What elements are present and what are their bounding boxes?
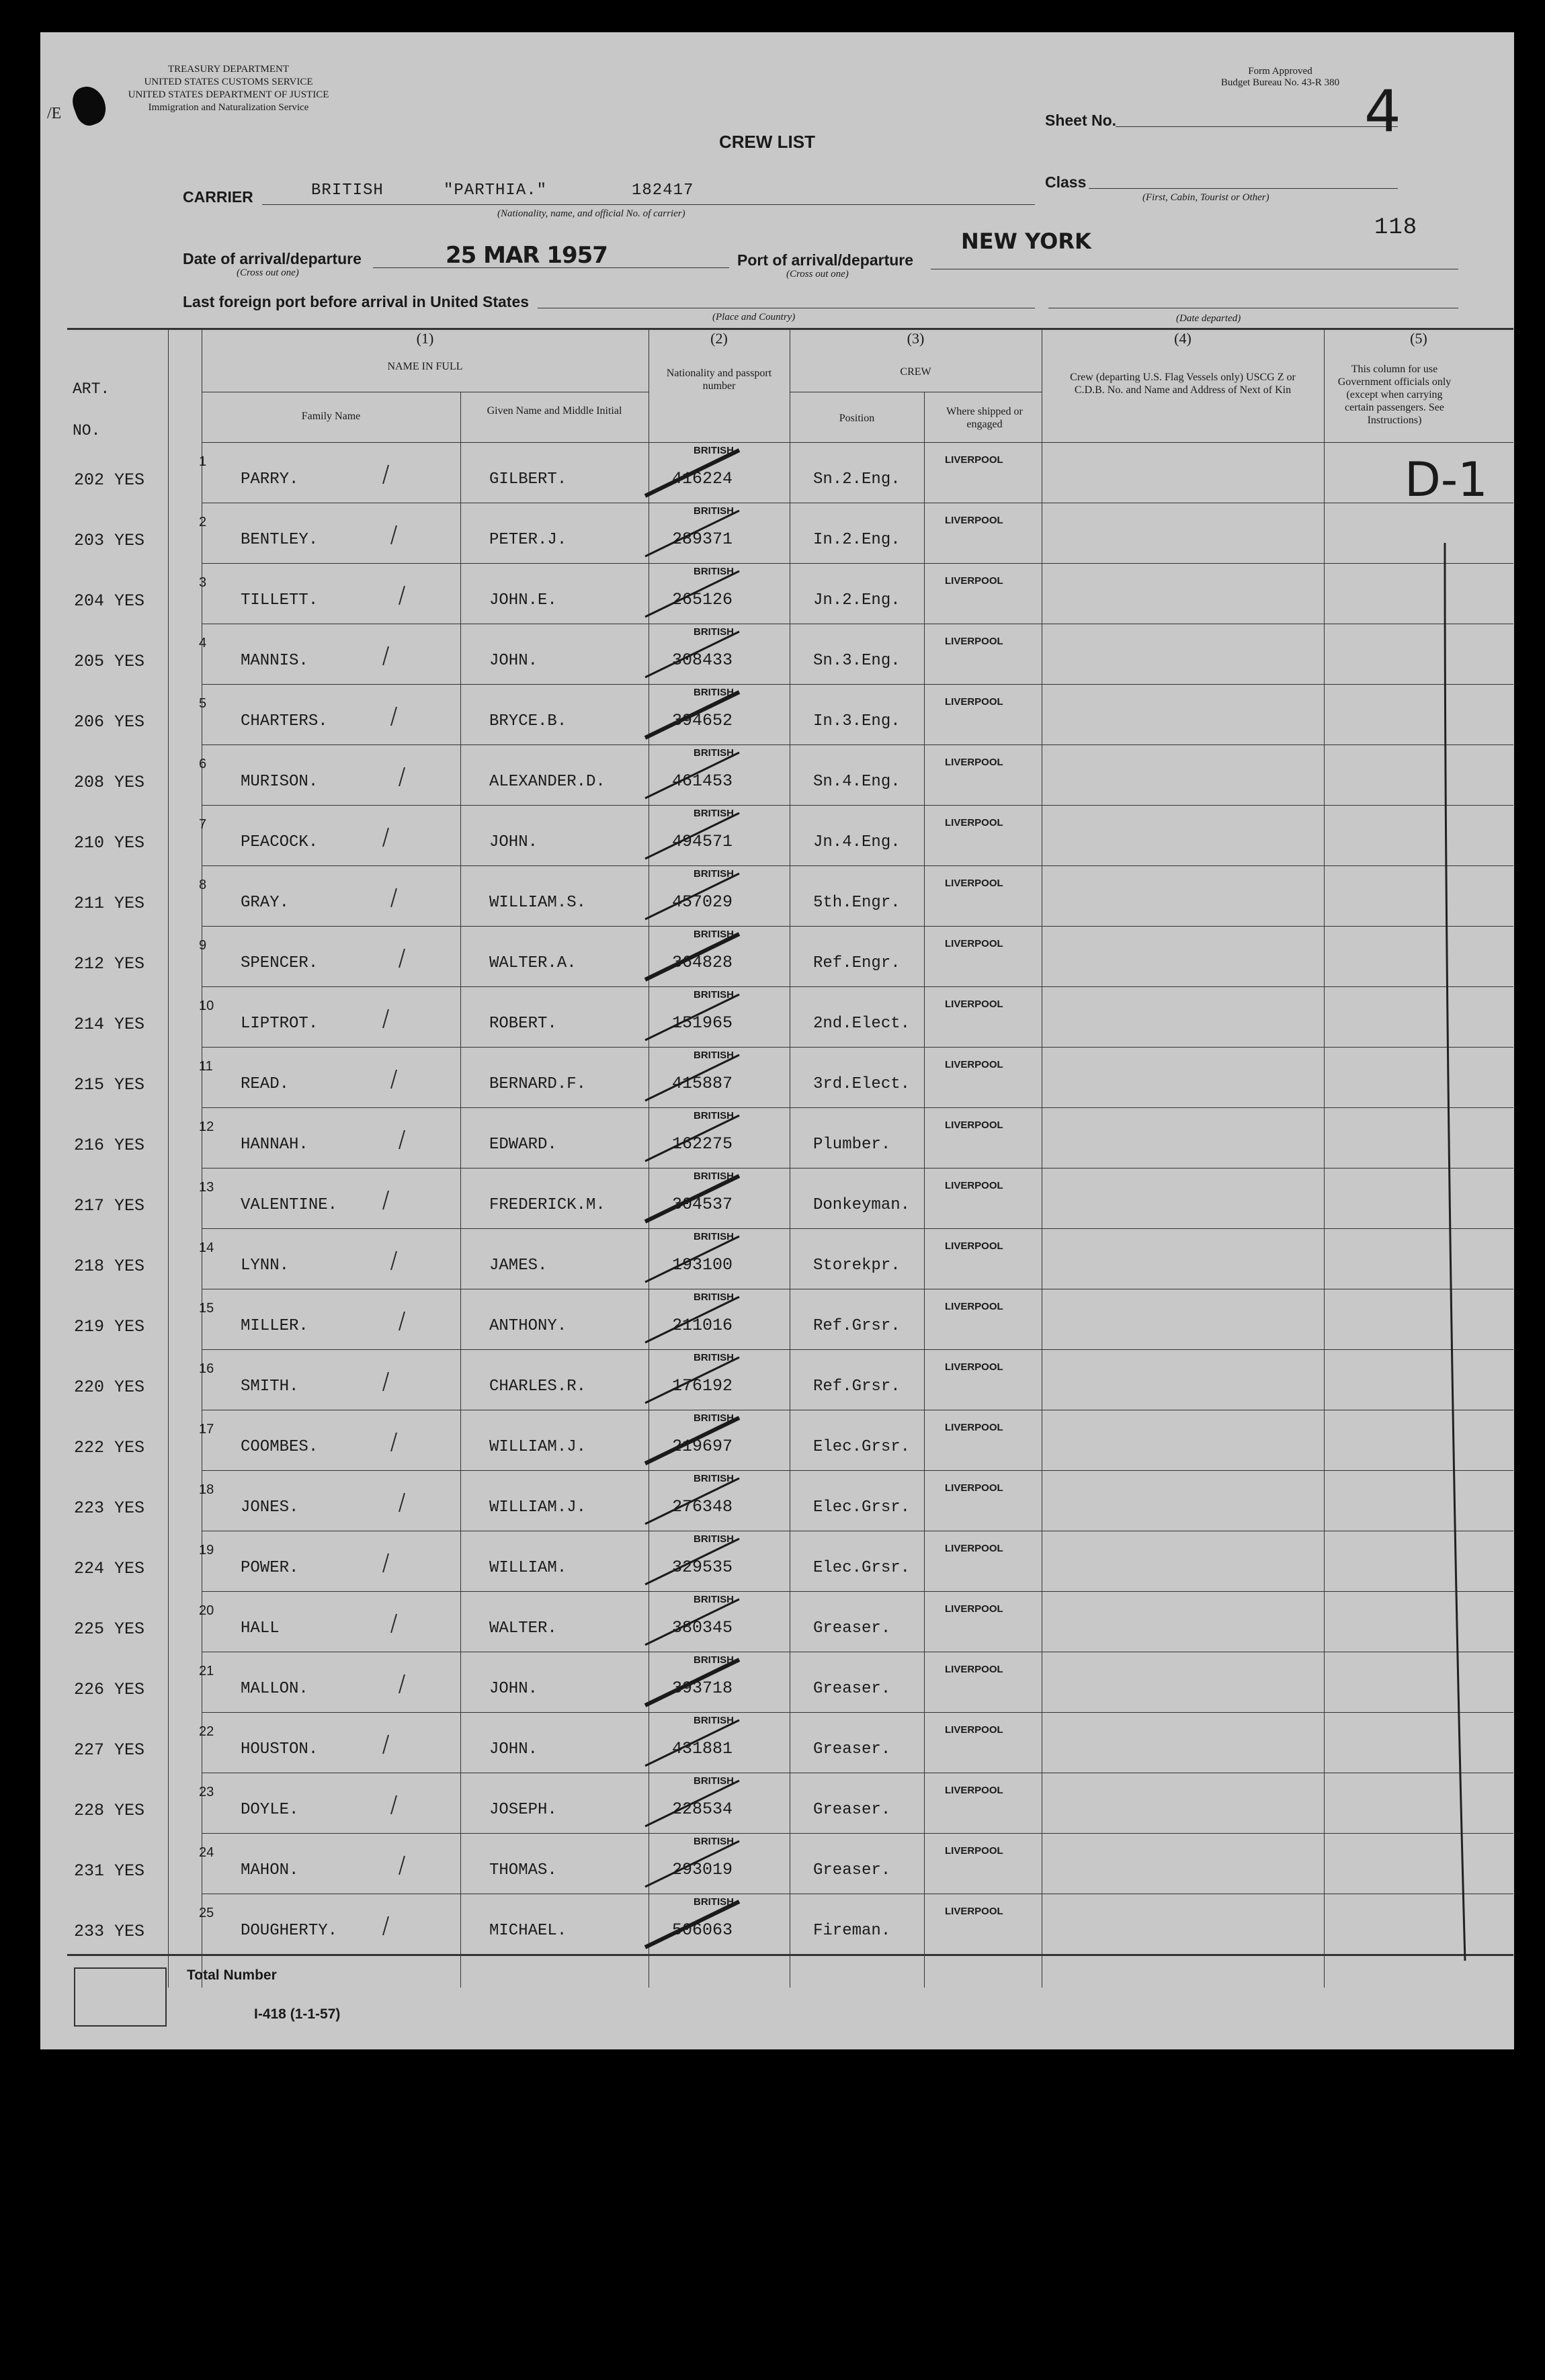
row-where-shipped: LIVERPOOL [945, 1119, 1003, 1131]
row-where-shipped: LIVERPOOL [945, 878, 1003, 889]
col-no: NO. [73, 422, 101, 439]
row-art-number: 202 YES [74, 470, 145, 490]
row-given-name: EDWARD. [489, 1136, 557, 1154]
row-passport-number: 193100 [672, 1255, 733, 1275]
col-crew-departing: Crew (departing U.S. Flag Vessels only) USCG Z or C.D.B. No. and Name and Address of Next of Kin [1070, 372, 1296, 396]
col-1: (1) [416, 330, 434, 347]
last-port-label: Last foreign port before arrival in United States [183, 293, 530, 310]
table-top-rule [67, 328, 1513, 330]
row-position: Greaser. [813, 1619, 891, 1638]
table-row [67, 865, 1513, 926]
row-where-shipped: LIVERPOOL [945, 757, 1003, 768]
row-given-name: JOHN. [489, 1740, 538, 1758]
row-position: Sn.3.Eng. [813, 652, 901, 670]
row-where-shipped: LIVERPOOL [945, 1361, 1003, 1373]
row-given-name: WILLIAM.J. [489, 1498, 587, 1517]
dept-justice: UNITED STATES DEPARTMENT OF JUSTICE [128, 89, 329, 100]
col-3: (3) [907, 330, 925, 347]
row-nationality: BRITISH [694, 808, 734, 819]
row-line-number: 13 [199, 1180, 214, 1195]
row-passport-number: 329535 [672, 1558, 733, 1577]
row-where-shipped: LIVERPOOL [945, 1906, 1003, 1917]
row-family-name: TILLETT. [241, 591, 319, 609]
row-nationality: BRITISH [694, 1352, 734, 1363]
row-where-shipped: LIVERPOOL [945, 1301, 1003, 1312]
row-given-name: ANTHONY. [489, 1317, 567, 1335]
col-where-shipped: Where shipped or engaged [946, 406, 1023, 430]
row-passport-number: 219697 [672, 1437, 733, 1456]
row-given-name: BERNARD.F. [489, 1075, 587, 1093]
row-family-name: SMITH. [241, 1377, 299, 1396]
row-passport-number: 416224 [672, 469, 733, 488]
row-position: Sn.4.Eng. [813, 773, 901, 791]
row-family-name: LIPTROT. [241, 1015, 319, 1033]
row-nationality: BRITISH [694, 1775, 734, 1787]
row-line-number: 9 [199, 938, 207, 953]
row-where-shipped: LIVERPOOL [945, 1664, 1003, 1675]
row-line-number: 10 [199, 998, 214, 1013]
row-given-name: WILLIAM. [489, 1559, 567, 1577]
row-position: 5th.Engr. [813, 894, 901, 912]
row-art-number: 208 YES [74, 773, 145, 792]
row-line-number: 16 [199, 1361, 214, 1376]
row-where-shipped: LIVERPOOL [945, 1422, 1003, 1433]
table-row [67, 1107, 1513, 1168]
crew-list-title: CREW LIST [719, 132, 815, 152]
table-row [67, 805, 1513, 865]
col-5: (5) [1410, 330, 1427, 347]
form-approved-block [1206, 66, 1354, 89]
port-hint: (Cross out one) [786, 269, 849, 280]
port-value: NEW YORK [961, 228, 1091, 254]
table-row [67, 1833, 1513, 1894]
row-position: Ref.Grsr. [813, 1317, 901, 1335]
blot-prefix: /E [47, 105, 62, 122]
row-line-number: 4 [199, 636, 207, 650]
form-approved: Form Approved [1248, 66, 1312, 77]
row-nationality: BRITISH [694, 566, 734, 577]
row-passport-number: 415887 [672, 1074, 733, 1093]
row-family-name: DOUGHERTY. [241, 1922, 338, 1940]
row-art-number: 210 YES [74, 833, 145, 853]
col-crew: CREW [900, 366, 931, 378]
row-given-name: GILBERT. [489, 470, 567, 488]
carrier-hint: (Nationality, name, and official No. of carrier) [497, 208, 685, 219]
row-family-name: HALL [241, 1619, 280, 1638]
row-art-number: 205 YES [74, 652, 145, 671]
row-passport-number: 457029 [672, 892, 733, 912]
row-given-name: CHARLES.R. [489, 1377, 587, 1396]
date-label: Date of arrival/departure [183, 250, 362, 267]
class-hint: (First, Cabin, Tourist or Other) [1142, 192, 1269, 203]
budget-bureau: Budget Bureau No. 43-R 380 [1220, 77, 1340, 88]
row-family-name: MILLER. [241, 1317, 308, 1335]
row-art-number: 225 YES [74, 1619, 145, 1639]
dept-ins: Immigration and Naturalization Service [148, 102, 309, 113]
row-family-name: HOUSTON. [241, 1740, 319, 1758]
row-nationality: BRITISH [694, 1412, 734, 1424]
row-position: Elec.Grsr. [813, 1559, 911, 1577]
row-nationality: BRITISH [694, 1171, 734, 1182]
row-family-name: PEACOCK. [241, 833, 319, 851]
table-row [67, 442, 1513, 503]
row-position: Ref.Grsr. [813, 1377, 901, 1396]
table-row [67, 624, 1513, 684]
carrier-nationality: BRITISH [311, 181, 384, 200]
row-art-number: 212 YES [74, 954, 145, 974]
row-family-name: VALENTINE. [241, 1196, 338, 1214]
row-passport-number: 394652 [672, 711, 733, 730]
row-line-number: 20 [199, 1603, 214, 1618]
code-118: 118 [1374, 215, 1418, 241]
row-passport-number: 308433 [672, 650, 733, 670]
row-where-shipped: LIVERPOOL [945, 817, 1003, 828]
row-art-number: 227 YES [74, 1740, 145, 1760]
row-nationality: BRITISH [694, 989, 734, 1001]
table-row [67, 503, 1513, 563]
row-given-name: JOHN. [489, 1680, 538, 1698]
row-passport-number: 289371 [672, 529, 733, 549]
row-passport-number: 431881 [672, 1739, 733, 1758]
row-line-number: 8 [199, 878, 207, 892]
row-passport-number: 176192 [672, 1376, 733, 1396]
total-number-box [74, 1967, 167, 2027]
row-family-name: JONES. [241, 1498, 299, 1517]
row-passport-number: 151965 [672, 1013, 733, 1033]
row-family-name: DOYLE. [241, 1801, 299, 1819]
row-nationality: BRITISH [694, 505, 734, 517]
row-nationality: BRITISH [694, 1533, 734, 1545]
row-where-shipped: LIVERPOOL [945, 636, 1003, 647]
row-nationality: BRITISH [694, 687, 734, 698]
col-art: ART. [73, 380, 110, 398]
row-where-shipped: LIVERPOOL [945, 454, 1003, 466]
table-row [67, 1289, 1513, 1349]
row-where-shipped: LIVERPOOL [945, 696, 1003, 708]
row-passport-number: 461453 [672, 771, 733, 791]
sheet-number: 4 [1364, 78, 1401, 145]
department-block [121, 63, 336, 114]
row-line-number: 14 [199, 1240, 214, 1255]
row-family-name: HANNAH. [241, 1136, 308, 1154]
row-nationality: BRITISH [694, 1836, 734, 1847]
table-row [67, 1349, 1513, 1410]
table-row [67, 745, 1513, 805]
row-nationality: BRITISH [694, 445, 734, 456]
row-given-name: PETER.J. [489, 531, 567, 549]
row-line-number: 5 [199, 696, 207, 711]
row-position: Greaser. [813, 1740, 891, 1758]
col-2: (2) [710, 330, 728, 347]
row-where-shipped: LIVERPOOL [945, 1240, 1003, 1252]
row-line-number: 19 [199, 1543, 214, 1558]
row-art-number: 224 YES [74, 1559, 145, 1578]
table-row [67, 1894, 1513, 1954]
row-family-name: SPENCER. [241, 954, 319, 972]
row-art-number: 222 YES [74, 1438, 145, 1457]
row-passport-number: 393718 [672, 1678, 733, 1698]
row-nationality: BRITISH [694, 1231, 734, 1242]
row-family-name: POWER. [241, 1559, 299, 1577]
row-nationality: BRITISH [694, 1715, 734, 1726]
row-family-name: LYNN. [241, 1257, 290, 1275]
table-row [67, 684, 1513, 745]
row-given-name: JOHN.E. [489, 591, 557, 609]
table-bottom-rule [67, 1954, 1513, 1956]
row-art-number: 223 YES [74, 1498, 145, 1518]
row-line-number: 2 [199, 515, 207, 529]
row-line-number: 12 [199, 1119, 214, 1134]
date-underline [373, 267, 729, 268]
row-line-number: 6 [199, 757, 207, 771]
sheet-label: Sheet No. [1045, 112, 1117, 129]
row-nationality: BRITISH [694, 1896, 734, 1908]
row-art-number: 220 YES [74, 1377, 145, 1397]
row-position: Storekpr. [813, 1257, 901, 1275]
row-family-name: MALLON. [241, 1680, 308, 1698]
row-family-name: CHARTERS. [241, 712, 328, 730]
row-family-name: PARRY. [241, 470, 299, 488]
row-nationality: BRITISH [694, 1291, 734, 1303]
row-nationality: BRITISH [694, 1654, 734, 1666]
col-position: Position [839, 413, 875, 424]
row-position: Sn.2.Eng. [813, 470, 901, 488]
row-where-shipped: LIVERPOOL [945, 938, 1003, 949]
table-row [67, 563, 1513, 624]
row-nationality: BRITISH [694, 1594, 734, 1605]
row-art-number: 218 YES [74, 1257, 145, 1276]
row-passport-number: 506063 [672, 1920, 733, 1940]
crew-table [67, 328, 1513, 1988]
class-underline [1089, 188, 1398, 189]
table-row [67, 1531, 1513, 1591]
row-position: Plumber. [813, 1136, 891, 1154]
carrier-name: "PARTHIA." [444, 181, 548, 200]
d1-annotation: D-1 [1405, 452, 1488, 507]
row-where-shipped: LIVERPOOL [945, 575, 1003, 587]
table-row [67, 1168, 1513, 1228]
row-art-number: 226 YES [74, 1680, 145, 1699]
row-nationality: BRITISH [694, 1473, 734, 1484]
row-where-shipped: LIVERPOOL [945, 1543, 1003, 1554]
row-where-shipped: LIVERPOOL [945, 998, 1003, 1010]
row-position: Ref.Engr. [813, 954, 901, 972]
row-family-name: MANNIS. [241, 652, 308, 670]
row-passport-number: 276348 [672, 1497, 733, 1517]
date-hint: (Cross out one) [237, 267, 299, 278]
dept-customs: UNITED STATES CUSTOMS SERVICE [144, 77, 313, 87]
crew-list-form [40, 32, 1514, 2049]
row-given-name: WALTER.A. [489, 954, 577, 972]
row-nationality: BRITISH [694, 868, 734, 880]
row-art-number: 231 YES [74, 1861, 145, 1881]
table-row [67, 1773, 1513, 1833]
class-label: Class [1045, 173, 1087, 191]
row-family-name: MURISON. [241, 773, 319, 791]
row-nationality: BRITISH [694, 929, 734, 940]
col-nationality: Nationality and passport number [666, 368, 772, 392]
row-nationality: BRITISH [694, 1050, 734, 1061]
row-passport-number: 494571 [672, 832, 733, 851]
row-art-number: 228 YES [74, 1801, 145, 1820]
table-row [67, 1470, 1513, 1531]
ink-blot [68, 82, 110, 129]
row-line-number: 7 [199, 817, 207, 832]
table-row [67, 926, 1513, 986]
row-line-number: 21 [199, 1664, 214, 1678]
table-row [67, 1652, 1513, 1712]
row-position: Elec.Grsr. [813, 1498, 911, 1517]
row-art-number: 206 YES [74, 712, 145, 732]
row-family-name: BENTLEY. [241, 531, 319, 549]
carrier-label: CARRIER [183, 188, 253, 206]
row-art-number: 215 YES [74, 1075, 145, 1095]
row-where-shipped: LIVERPOOL [945, 1482, 1003, 1494]
port-label: Port of arrival/departure [737, 251, 914, 269]
row-nationality: BRITISH [694, 626, 734, 638]
row-family-name: GRAY. [241, 894, 290, 912]
row-family-name: COOMBES. [241, 1438, 319, 1456]
table-row [67, 1047, 1513, 1107]
date-stamp: 25 MAR 1957 [446, 242, 608, 269]
row-art-number: 211 YES [74, 894, 145, 913]
table-row [67, 1591, 1513, 1652]
row-given-name: MICHAEL. [489, 1922, 567, 1940]
row-position: Jn.2.Eng. [813, 591, 901, 609]
row-passport-number: 364828 [672, 953, 733, 972]
row-line-number: 17 [199, 1422, 214, 1437]
row-where-shipped: LIVERPOOL [945, 1059, 1003, 1070]
row-where-shipped: LIVERPOOL [945, 1180, 1003, 1191]
row-given-name: WILLIAM.S. [489, 894, 587, 912]
row-given-name: WALTER. [489, 1619, 557, 1638]
row-art-number: 204 YES [74, 591, 145, 611]
col-family-name: Family Name [301, 411, 361, 422]
row-line-number: 1 [199, 454, 207, 469]
row-given-name: BRYCE.B. [489, 712, 567, 730]
row-art-number: 219 YES [74, 1317, 145, 1336]
row-passport-number: 228534 [672, 1799, 733, 1819]
row-given-name: THOMAS. [489, 1861, 557, 1879]
row-where-shipped: LIVERPOOL [945, 1603, 1003, 1615]
row-nationality: BRITISH [694, 747, 734, 759]
carrier-underline [262, 204, 1035, 205]
row-given-name: FREDERICK.M. [489, 1196, 606, 1214]
row-given-name: JOHN. [489, 652, 538, 670]
row-passport-number: 304537 [672, 1195, 733, 1214]
row-art-number: 203 YES [74, 531, 145, 550]
total-number-label: Total Number [187, 1967, 277, 1983]
row-passport-number: 211016 [672, 1316, 733, 1335]
row-where-shipped: LIVERPOOL [945, 1724, 1003, 1736]
row-line-number: 18 [199, 1482, 214, 1497]
row-given-name: WILLIAM.J. [489, 1438, 587, 1456]
row-given-name: JOHN. [489, 833, 538, 851]
row-art-number: 217 YES [74, 1196, 145, 1216]
table-row [67, 1228, 1513, 1289]
date-departed-hint: (Date departed) [1176, 313, 1241, 324]
row-given-name: ROBERT. [489, 1015, 557, 1033]
row-position: In.2.Eng. [813, 531, 901, 549]
row-line-number: 22 [199, 1724, 214, 1739]
table-row [67, 1712, 1513, 1773]
carrier-official-no: 182417 [632, 181, 694, 200]
row-line-number: 23 [199, 1785, 214, 1799]
dept-treasury: TREASURY DEPARTMENT [167, 64, 290, 75]
row-where-shipped: LIVERPOOL [945, 515, 1003, 526]
row-position: Donkeyman. [813, 1196, 911, 1214]
row-line-number: 3 [199, 575, 207, 590]
row-art-number: 214 YES [74, 1015, 145, 1034]
row-given-name: JOSEPH. [489, 1801, 557, 1819]
row-nationality: BRITISH [694, 1110, 734, 1121]
row-where-shipped: LIVERPOOL [945, 1845, 1003, 1857]
col-gov-use: This column for use Government officials only (except when carrying certain passengers. See Instructions) [1337, 364, 1452, 426]
row-given-name: JAMES. [489, 1257, 548, 1275]
row-position: Elec.Grsr. [813, 1438, 911, 1456]
form-number: I-418 (1-1-57) [254, 2006, 341, 2022]
table-row [67, 986, 1513, 1047]
table-row [67, 1410, 1513, 1470]
place-hint: (Place and Country) [712, 312, 796, 323]
row-family-name: MAHON. [241, 1861, 299, 1879]
row-passport-number: 162275 [672, 1134, 733, 1154]
row-position: In.3.Eng. [813, 712, 901, 730]
sheet-underline [1116, 126, 1398, 127]
row-line-number: 25 [199, 1906, 214, 1920]
col-given-name: Given Name and Middle Initial [487, 405, 622, 417]
row-where-shipped: LIVERPOOL [945, 1785, 1003, 1796]
row-passport-number: 293019 [672, 1860, 733, 1879]
row-position: Greaser. [813, 1680, 891, 1698]
row-family-name: READ. [241, 1075, 290, 1093]
row-art-number: 233 YES [74, 1922, 145, 1941]
row-passport-number: 265126 [672, 590, 733, 609]
col-4: (4) [1174, 330, 1192, 347]
row-passport-number: 380345 [672, 1618, 733, 1638]
row-position: Greaser. [813, 1801, 891, 1819]
row-line-number: 11 [199, 1059, 213, 1074]
row-art-number: 216 YES [74, 1136, 145, 1155]
row-given-name: ALEXANDER.D. [489, 773, 606, 791]
row-position: Jn.4.Eng. [813, 833, 901, 851]
col-name-in-full: NAME IN FULL [387, 361, 463, 372]
row-position: Greaser. [813, 1861, 891, 1879]
row-position: Fireman. [813, 1922, 891, 1940]
row-line-number: 24 [199, 1845, 214, 1860]
row-line-number: 15 [199, 1301, 214, 1316]
row-position: 2nd.Elect. [813, 1015, 911, 1033]
row-position: 3rd.Elect. [813, 1075, 911, 1093]
